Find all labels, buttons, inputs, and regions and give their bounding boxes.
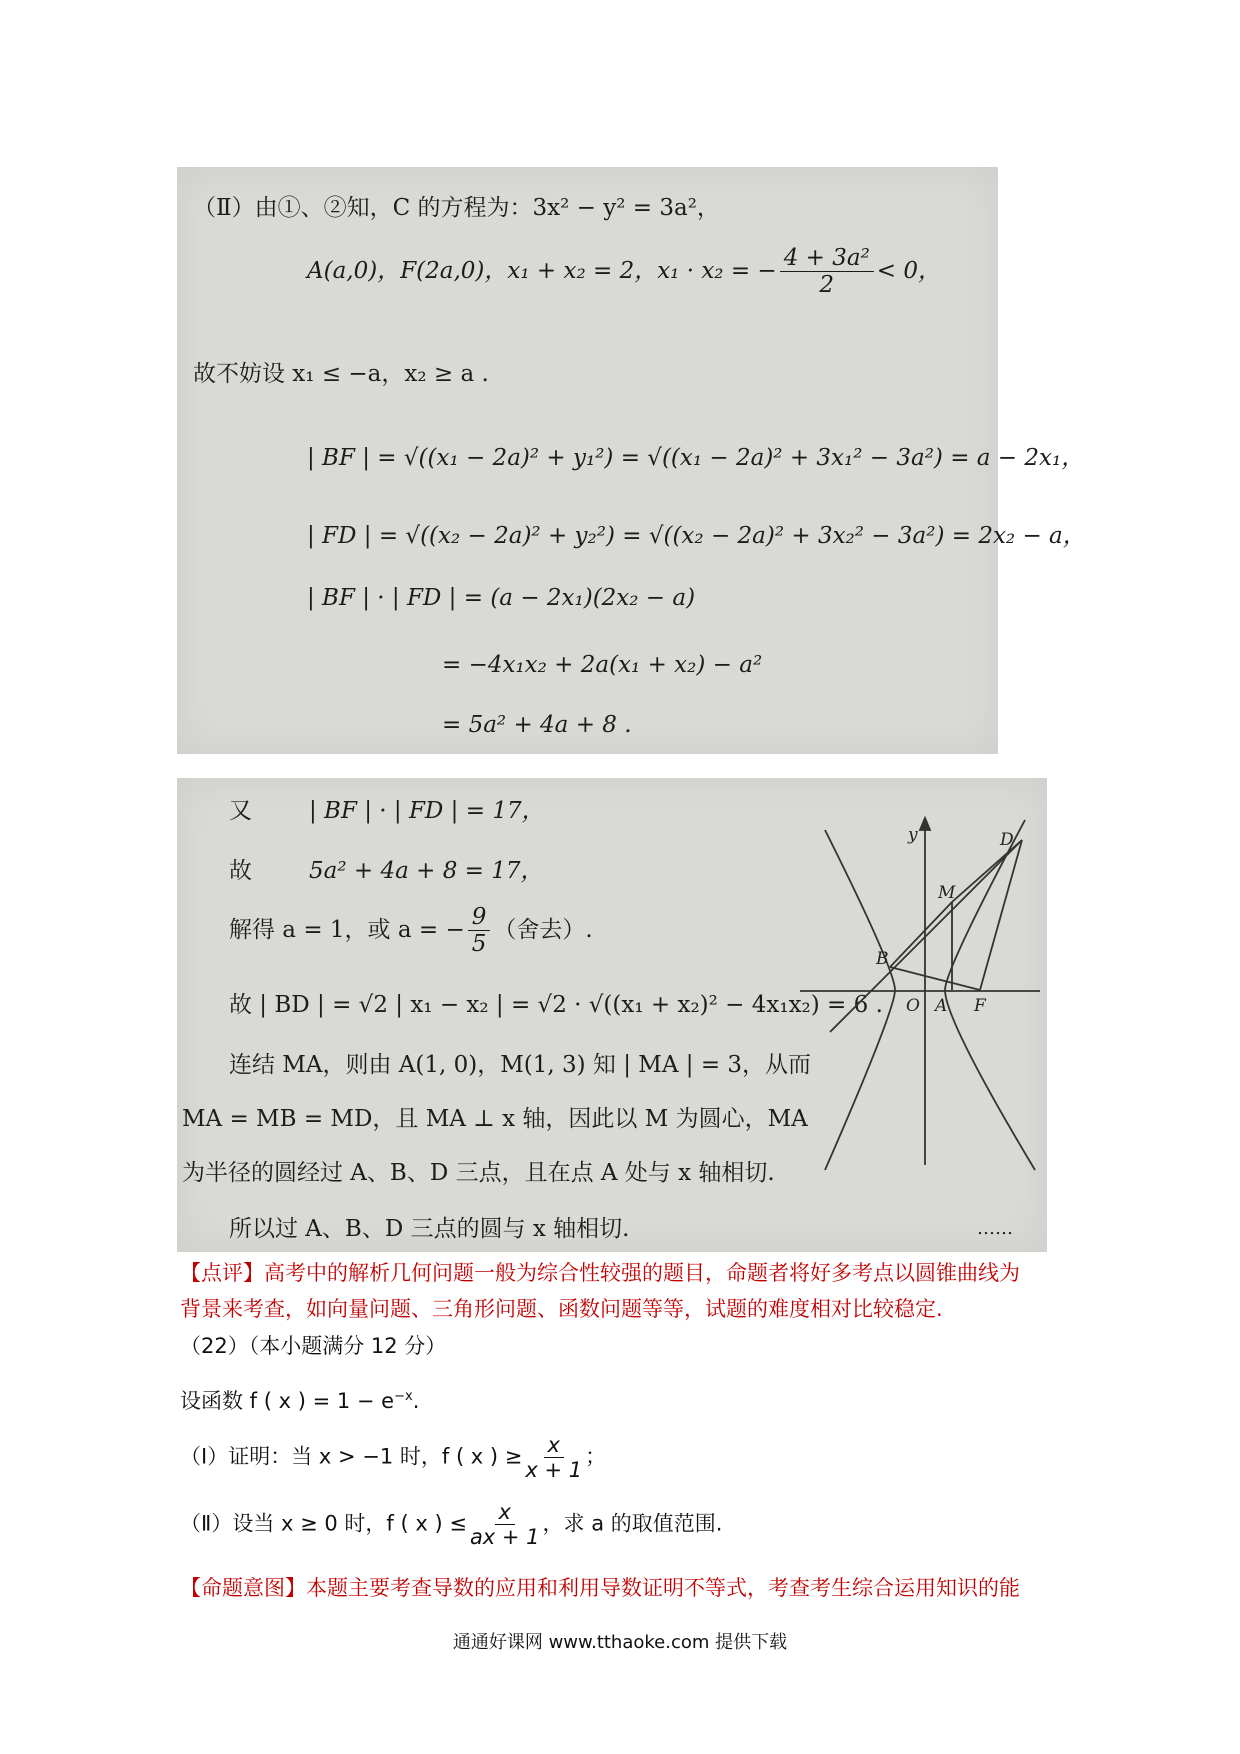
problem-header: （22）（本小题满分 12 分） (180, 1334, 447, 1358)
fraction (525, 1433, 582, 1482)
intent-tag: 【命题意图】 (180, 1576, 306, 1600)
part-2-text: （Ⅱ）设当 x ≥ 0 时，f ( x ) ≤ (180, 1511, 467, 1536)
segment-bf (890, 967, 980, 990)
comment-line-2: 背景来考查，如向量问题、三角形问题、函数问题等等，试题的难度相对比较稳定. (180, 1297, 943, 1321)
fraction-numerator: 9 (468, 904, 491, 931)
scanned-solution-part-1 (177, 167, 1086, 754)
solution-line: 5a² + 4a + 8 = 17， (309, 858, 544, 884)
part-1-text: （Ⅰ）证明：当 x > −1 时，f ( x ) ≥ (180, 1444, 523, 1469)
solution-line: 为半径的圆经过 A、B、D 三点，且在点 A 处与 x 轴相切. (182, 1160, 775, 1186)
solution-line: 故 | BD | = √2 | x₁ − x₂ | = √2 · √((x₁ + x₂)² − 4x₁x₂) = 6 . (229, 992, 883, 1018)
solution-label: 又 (229, 798, 252, 824)
line-bd (830, 840, 1022, 1032)
part-2-end: ，求 a 的取值范围. (542, 1511, 723, 1536)
comment-tag: 【点评】 (180, 1261, 264, 1285)
definition-end: . (412, 1389, 420, 1413)
comment-line-1 (180, 1257, 1020, 1287)
label-d: D (1000, 830, 1014, 850)
segment-mb (890, 902, 952, 967)
solution-line (307, 245, 941, 299)
fraction (468, 904, 491, 958)
comment-text: 高考中的解析几何问题一般为综合性较强的题目，命题者将好多考点以圆锥曲线为 (264, 1261, 1020, 1285)
solution-label: 故 (229, 858, 252, 884)
solution-line: | BF | · | FD | = 17， (309, 798, 545, 824)
fraction-numerator: 4 + 3a² (780, 245, 874, 272)
label-a: A (935, 996, 948, 1016)
hyperbola-figure (800, 800, 1040, 1180)
solution-line: | BF | · | FD | = (a − 2x₁)(2x₂ − a) (307, 585, 696, 611)
label-y: y (908, 825, 918, 845)
label-o: O (906, 996, 920, 1016)
problem-definition (180, 1385, 419, 1415)
solution-text: < 0， (876, 257, 942, 284)
fraction-denominator: x + 1 (525, 1458, 583, 1483)
intent-text: 本题主要考查导数的应用和利用导数证明不等式，考查考生综合运用知识的能 (306, 1576, 1020, 1600)
ellipsis: …… (977, 1218, 1013, 1239)
label-b: B (876, 949, 889, 969)
solution-line: 所以过 A、B、D 三点的圆与 x 轴相切. (229, 1216, 630, 1242)
label-m: M (938, 883, 956, 903)
intent-line (180, 1572, 1020, 1602)
solution-line: 连结 MA，则由 A(1, 0)，M(1, 3) 知 | MA | = 3，从而 (229, 1052, 812, 1078)
definition-text: 设函数 f ( x ) = 1 − e (180, 1389, 395, 1413)
solution-line: MA = MB = MD，且 MA ⊥ x 轴，因此以 M 为圆心，MA (182, 1106, 808, 1132)
fraction-denominator: 2 (819, 272, 835, 299)
page-footer: 通通好课网 www.tthaoke.com 提供下载 (452, 1632, 788, 1653)
solution-line: | BF | = √((x₁ − 2a)² + y₁²) = √((x₁ − 2a)² + 3x₁² − 3a²) = a − 2x₁， (307, 445, 1085, 471)
solution-line: = −4x₁x₂ + 2a(x₁ + x₂) − a² (442, 652, 763, 678)
hyperbola-left-branch (825, 830, 895, 1170)
solution-line: = 5a² + 4a + 8 . (442, 712, 632, 738)
solution-line: （Ⅱ）由①、②知，C 的方程为：3x² − y² = 3a²， (193, 195, 720, 221)
solution-line (229, 904, 593, 958)
fraction (470, 1500, 540, 1549)
problem-part-2 (180, 1500, 722, 1549)
segment-fd (980, 840, 1022, 990)
y-axis-arrow (920, 818, 930, 830)
definition-exponent: −x (394, 1389, 413, 1404)
fraction-denominator: ax + 1 (469, 1525, 540, 1550)
solution-text: 解得 a = 1，或 a = − (229, 916, 465, 943)
solution-line: 故不妨设 x₁ ≤ −a，x₂ ≥ a . (193, 361, 489, 387)
fraction (780, 245, 874, 299)
part-1-end: ； (585, 1444, 607, 1469)
fraction-numerator: x (495, 1500, 515, 1525)
solution-text: （舍去）. (493, 916, 593, 943)
label-f: F (974, 996, 986, 1016)
problem-part-1 (180, 1433, 606, 1482)
solution-text: A(a,0)，F(2a,0)，x₁ + x₂ = 2，x₁ · x₂ = − (307, 257, 777, 284)
solution-line: | FD | = √((x₂ − 2a)² + y₂²) = √((x₂ − 2a)² + 3x₂² − 3a²) = 2x₂ − a， (307, 523, 1086, 549)
fraction-numerator: x (544, 1433, 564, 1458)
fraction-denominator: 5 (471, 931, 487, 958)
